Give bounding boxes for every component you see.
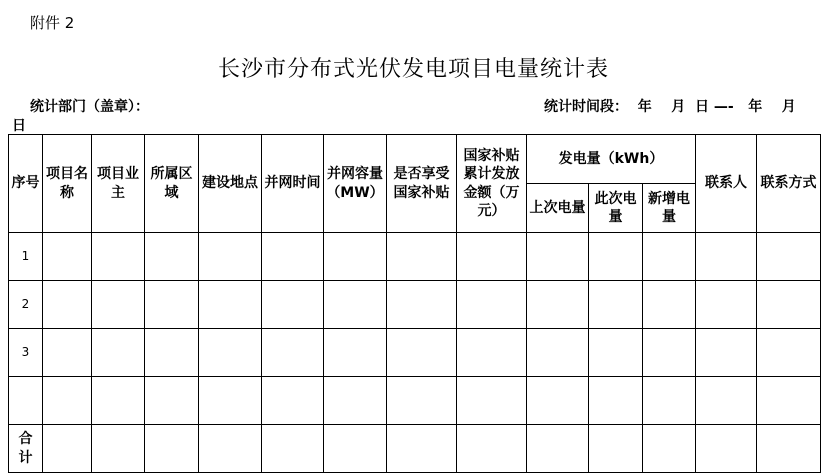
period-label: 统计时间段： 年 月 日 —- 年 月 [544, 99, 796, 115]
header-contact: 联系人 [696, 135, 757, 233]
header-region: 所属区域 [145, 135, 199, 233]
attachment-label: 附件 2 [30, 14, 75, 32]
period-day: 日 [12, 118, 26, 134]
table-row [9, 377, 821, 425]
row-seq: 2 [9, 281, 43, 329]
header-contact-info: 联系方式 [757, 135, 821, 233]
header-seq: 序号 [9, 135, 43, 233]
header-current: 此次电量 [589, 184, 643, 233]
row-seq [9, 377, 43, 425]
table-row-total [9, 425, 821, 473]
header-subsidy-amount: 国家补贴累计发放金额（万元） [457, 135, 527, 233]
header-generation: 发电量（kWh） [527, 135, 696, 184]
header-capacity: 并网容量（MW） [324, 135, 387, 233]
table-row [9, 329, 821, 377]
row-seq: 1 [9, 233, 43, 281]
header-grid-time: 并网时间 [262, 135, 324, 233]
table-row [9, 233, 821, 281]
dept-label: 统计部门（盖章）： [30, 99, 149, 115]
header-site: 建设地点 [199, 135, 262, 233]
page-title: 长沙市分布式光伏发电项目电量统计表 [217, 57, 609, 82]
header-subsidy-flag: 是否享受国家补贴 [387, 135, 457, 233]
table-row [9, 281, 821, 329]
header-last: 上次电量 [527, 184, 589, 233]
header-owner: 项目业主 [92, 135, 145, 233]
statistics-table [8, 134, 821, 473]
row-total-label: 合计 [9, 425, 43, 473]
header-added: 新增电量 [643, 184, 696, 233]
header-name: 项目名称 [43, 135, 92, 233]
row-seq: 3 [9, 329, 43, 377]
